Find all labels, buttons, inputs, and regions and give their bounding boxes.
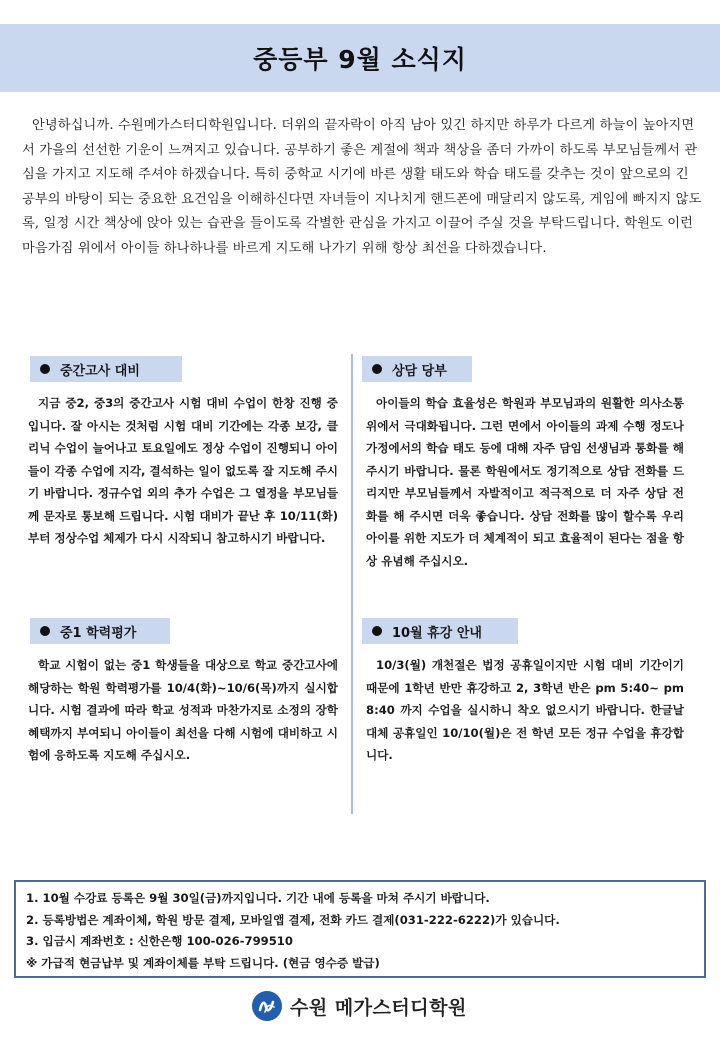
section-heading-label: 중1 학력평가	[60, 625, 137, 641]
notice-item: 3. 입금시 계좌번호 : 신한은행 100-026-799510	[26, 934, 293, 948]
section-body-midterm: 지금 중2, 중3의 중간고사 시험 대비 수업이 한창 진행 중입니다. 잘 아시는 것처럼 시험 대비 기간에는 각종 보강, 클리닉 수업이 늘어나고 토요일에도 정상 수업이 진행되니 아이들이 각종 수업에 지각, 결석하는 일이 없도록 잘 지도해 주시기 바랍니다. 정규수업 외의 추가 수업은 그 열정을 부모님들께 문자로 통보해 드립니다. 시험 대비가 끝난 후 10/11(화)부터 정상수업 체제가 다시 시작되니 참고하시기 바랍니다.	[28, 396, 338, 545]
section-heading-label: 10월 휴강 안내	[392, 625, 482, 641]
section-body-grade1: 학교 시험이 없는 중1 학생들을 대상으로 학교 중간고사에 해당하는 학원 학력평가를 10/4(화)~10/6(목)까지 실시합니다. 시험 결과에 따라 학교 성적과 마찬가지로 소정의 장학혜택까지 부여되니 아이들이 최선을 다해 시험에 대비하고 시험에 응하도록 지도해 주십시오.	[28, 658, 338, 762]
bullet-icon	[40, 626, 50, 636]
section-heading-label: 상담 당부	[392, 363, 447, 379]
notice-item: 1. 10월 수강료 등록은 9월 30일(금)까지입니다. 기간 내에 등록을 마쳐 주시기 바랍니다.	[26, 891, 490, 905]
bullet-icon	[372, 364, 382, 374]
section-heading-holiday	[362, 618, 518, 644]
bullet-icon	[372, 626, 382, 636]
logo-swirl-icon	[256, 995, 278, 1017]
section-heading-counsel	[362, 356, 472, 382]
notice-list	[26, 888, 694, 974]
bullet-icon	[40, 364, 50, 374]
logo-mark-icon	[252, 991, 282, 1021]
section-body-counsel: 아이들의 학습 효율성은 학원과 부모님과의 원활한 의사소통 위에서 극대화됩니다. 그런 면에서 아이들의 과제 수행 정도나 가정에서의 학습 태도 등에 대해 자주 담임 선생님과 통화를 해 주시기 바랍니다. 물론 학원에서도 정기적으로 상담 전화를 드리지만 부모님들께서 자발적이고 적극적으로 더 자주 상담 전화를 해 주시면 더욱 좋습니다. 상담 전화를 많이 할수록 우리 아이를 위한 지도가 더 체계적이 되고 효율적이 된다는 점을 항상 유념해 주십시오.	[366, 396, 684, 568]
title-band	[0, 24, 720, 92]
column-divider	[351, 354, 353, 814]
section-body-holiday: 10/3(월) 개천절은 법정 공휴일이지만 시험 대비 기간이기 때문에 1학년 반만 휴강하고 2, 3학년 반은 pm 5:40~ pm 8:40 까지 수업을 실시하니 착오 없으시기 바랍니다. 한글날 대체 공휴일인 10/10(월)은 전 학년 모든 정규 수업을 휴강합니다.	[366, 658, 684, 762]
page-title: 중등부 9월 소식지	[253, 45, 467, 74]
intro-text	[22, 114, 702, 262]
logo-text: 수원 메가스터디학원	[290, 996, 467, 1019]
notice-item: 2. 등록방법은 계좌이체, 학원 방문 결제, 모바일앱 결제, 전화 카드 결제(031-222-6222)가 있습니다.	[26, 912, 560, 927]
intro-paragraph: 안녕하십니까. 수원메가스터디학원입니다. 더위의 끝자락이 아직 남아 있긴 하지만 하루가 다르게 하늘이 높아지면서 가을의 선선한 기운이 느껴지고 있습니다. 공부하기 좋은 계절에 책과 책상을 좀더 가까이 하도록 부모님들께서 관심을 가지고 지도해 주셔야 하겠습니다. 특히 중학교 시기에 바른 생활 태도와 학습 태도를 갖추는 것이 앞으로의 긴 공부의 바탕이 되는 중요한 요건임을 이해하신다면 자녀들이 지나치게 핸드폰에 매달리지 않도록, 게임에 빠지지 않도록, 일정 시간 책상에 앉아 있는 습관을 들이도록 각별한 관심을 가지고 이끌어 주실 것을 부탁드립니다. 학원도 이런 마음가짐 위에서 아이들 하나하나를 바르게 지도해 나가기 위해 항상 최선을 다하겠습니다.	[22, 118, 702, 256]
notice-item: ※ 가급적 현금납부 및 계좌이체를 부탁 드립니다. (현금 영수증 발급)	[26, 955, 380, 970]
section-heading-label: 중간고사 대비	[60, 363, 140, 379]
payment-notice-box	[14, 880, 706, 978]
section-heading-midterm	[30, 356, 182, 382]
academy-logo	[252, 988, 467, 1024]
section-heading-grade1	[30, 618, 170, 644]
